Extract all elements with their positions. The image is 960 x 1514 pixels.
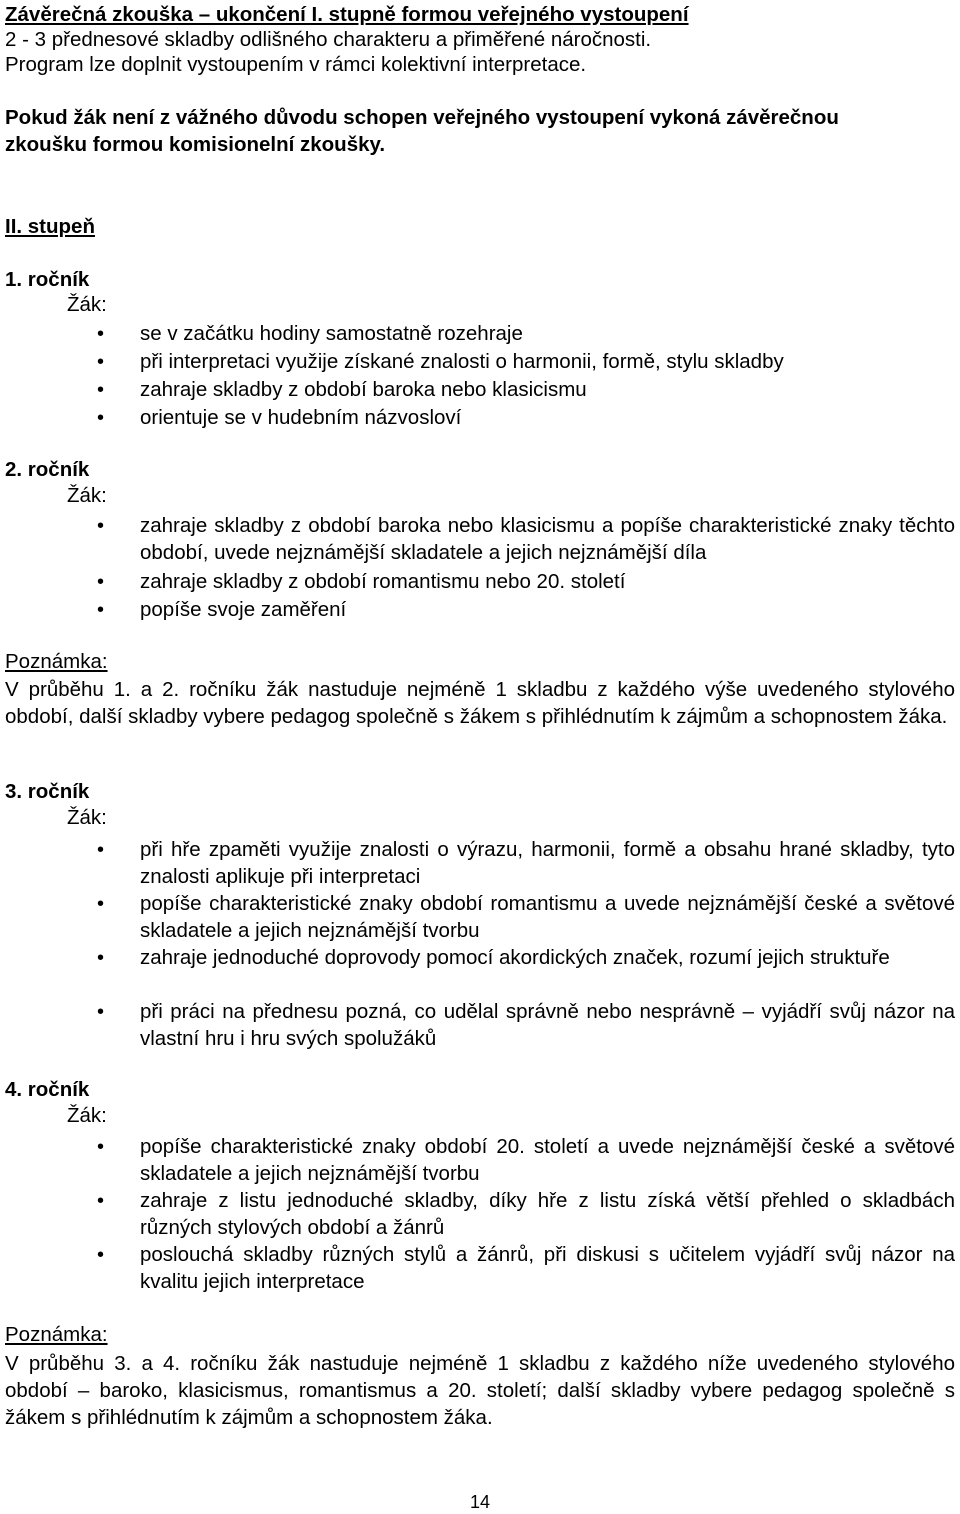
year-title: 3. ročník [5, 780, 90, 803]
note-label: Poznámka: [5, 1323, 108, 1346]
bullet-icon: • [97, 351, 105, 373]
list-item: při práci na přednesu pozná, co udělal správně nebo nesprávně – vyjádří svůj názor na vlastní hru i hru svých spolužáků [140, 1000, 955, 1050]
bullet-icon: • [97, 323, 105, 345]
list-item: popíše svoje zaměření [140, 598, 347, 621]
student-label: Žák: [67, 293, 107, 316]
list-item: zahraje skladby z období baroka nebo klasicismu [140, 378, 587, 401]
list-item: orientuje se v hudebním názvosloví [140, 406, 462, 429]
bullet-icon: • [97, 1001, 105, 1023]
stage-title: II. stupeň [5, 215, 95, 238]
year-title: 2. ročník [5, 458, 90, 481]
student-label: Žák: [67, 484, 107, 507]
note-text: V průběhu 3. a 4. ročníku žák nastuduje nejméně 1 skladbu z každého níže uvedeného stylového období – baroko, klasicismus, romantismus a 20. století; další skladby vybere pedagog společně s žákem s přihlédnutím k zájmům a schopnostem žáka. [5, 1352, 955, 1429]
bullet-icon: • [97, 947, 105, 969]
bullet-icon: • [97, 379, 105, 401]
year-title: 4. ročník [5, 1078, 90, 1101]
list-item: poslouchá skladby různých stylů a žánrů, při diskusi s učitelem vyjádří svůj názor na kvalitu jejich interpretace [140, 1243, 955, 1293]
list-item: popíše charakteristické znaky období 20. století a uvede nejznámější české a světové skladatele a jejich nejznámější tvorbu [140, 1135, 955, 1185]
bullet-icon: • [97, 571, 105, 593]
note-text: V průběhu 1. a 2. ročníku žák nastuduje nejméně 1 skladbu z každého výše uvedeného stylového období, další skladby vybere pedagog společně s žákem s přihlédnutím k zájmům a schopnostem žáka. [5, 678, 955, 728]
bullet-icon: • [97, 1190, 105, 1212]
header-title: Závěrečná zkouška – ukončení I. stupně formou veřejného vystoupení [5, 3, 689, 26]
bullet-icon: • [97, 599, 105, 621]
list-item: se v začátku hodiny samostatně rozehraje [140, 322, 523, 345]
list-item: zahraje jednoduché doprovody pomocí akordických značek, rozumí jejich struktuře [140, 946, 890, 969]
student-label: Žák: [67, 806, 107, 829]
header-note: Pokud žák není z vážného důvodu schopen veřejného vystoupení vykoná závěrečnou [5, 106, 839, 129]
list-item: zahraje z listu jednoduché skladby, díky hře z listu získá větší přehled o skladbách různých stylových období a žánrů [140, 1189, 955, 1239]
note-label: Poznámka: [5, 650, 108, 673]
bullet-icon: • [97, 1244, 105, 1266]
bullet-icon: • [97, 1136, 105, 1158]
bullet-icon: • [97, 407, 105, 429]
year-title: 1. ročník [5, 268, 90, 291]
bullet-icon: • [97, 839, 105, 861]
header-line: 2 - 3 přednesové skladby odlišného charakteru a přiměřené náročnosti. [5, 28, 652, 51]
page-number: 14 [469, 1492, 491, 1512]
student-label: Žák: [67, 1104, 107, 1127]
header-note: zkoušku formou komisionelní zkoušky. [5, 133, 386, 156]
bullet-icon: • [97, 893, 105, 915]
list-item: popíše charakteristické znaky období romantismu a uvede nejznámější české a světové skladatele a jejich nejznámější tvorbu [140, 892, 955, 942]
header-line: Program lze doplnit vystoupením v rámci kolektivní interpretace. [5, 53, 587, 76]
list-item: při interpretaci využije získané znalosti o harmonii, formě, stylu skladby [140, 350, 784, 373]
list-item: zahraje skladby z období baroka nebo klasicismu a popíše charakteristické znaky těchto období, uvede nejznámější skladatele a jejich nejznámější díla [140, 514, 955, 564]
list-item: zahraje skladby z období romantismu nebo 20. století [140, 570, 626, 593]
list-item: při hře zpaměti využije znalosti o výrazu, harmonii, formě a obsahu hrané skladby, tyto znalosti aplikuje při interpretaci [140, 838, 955, 888]
bullet-icon: • [97, 515, 105, 537]
